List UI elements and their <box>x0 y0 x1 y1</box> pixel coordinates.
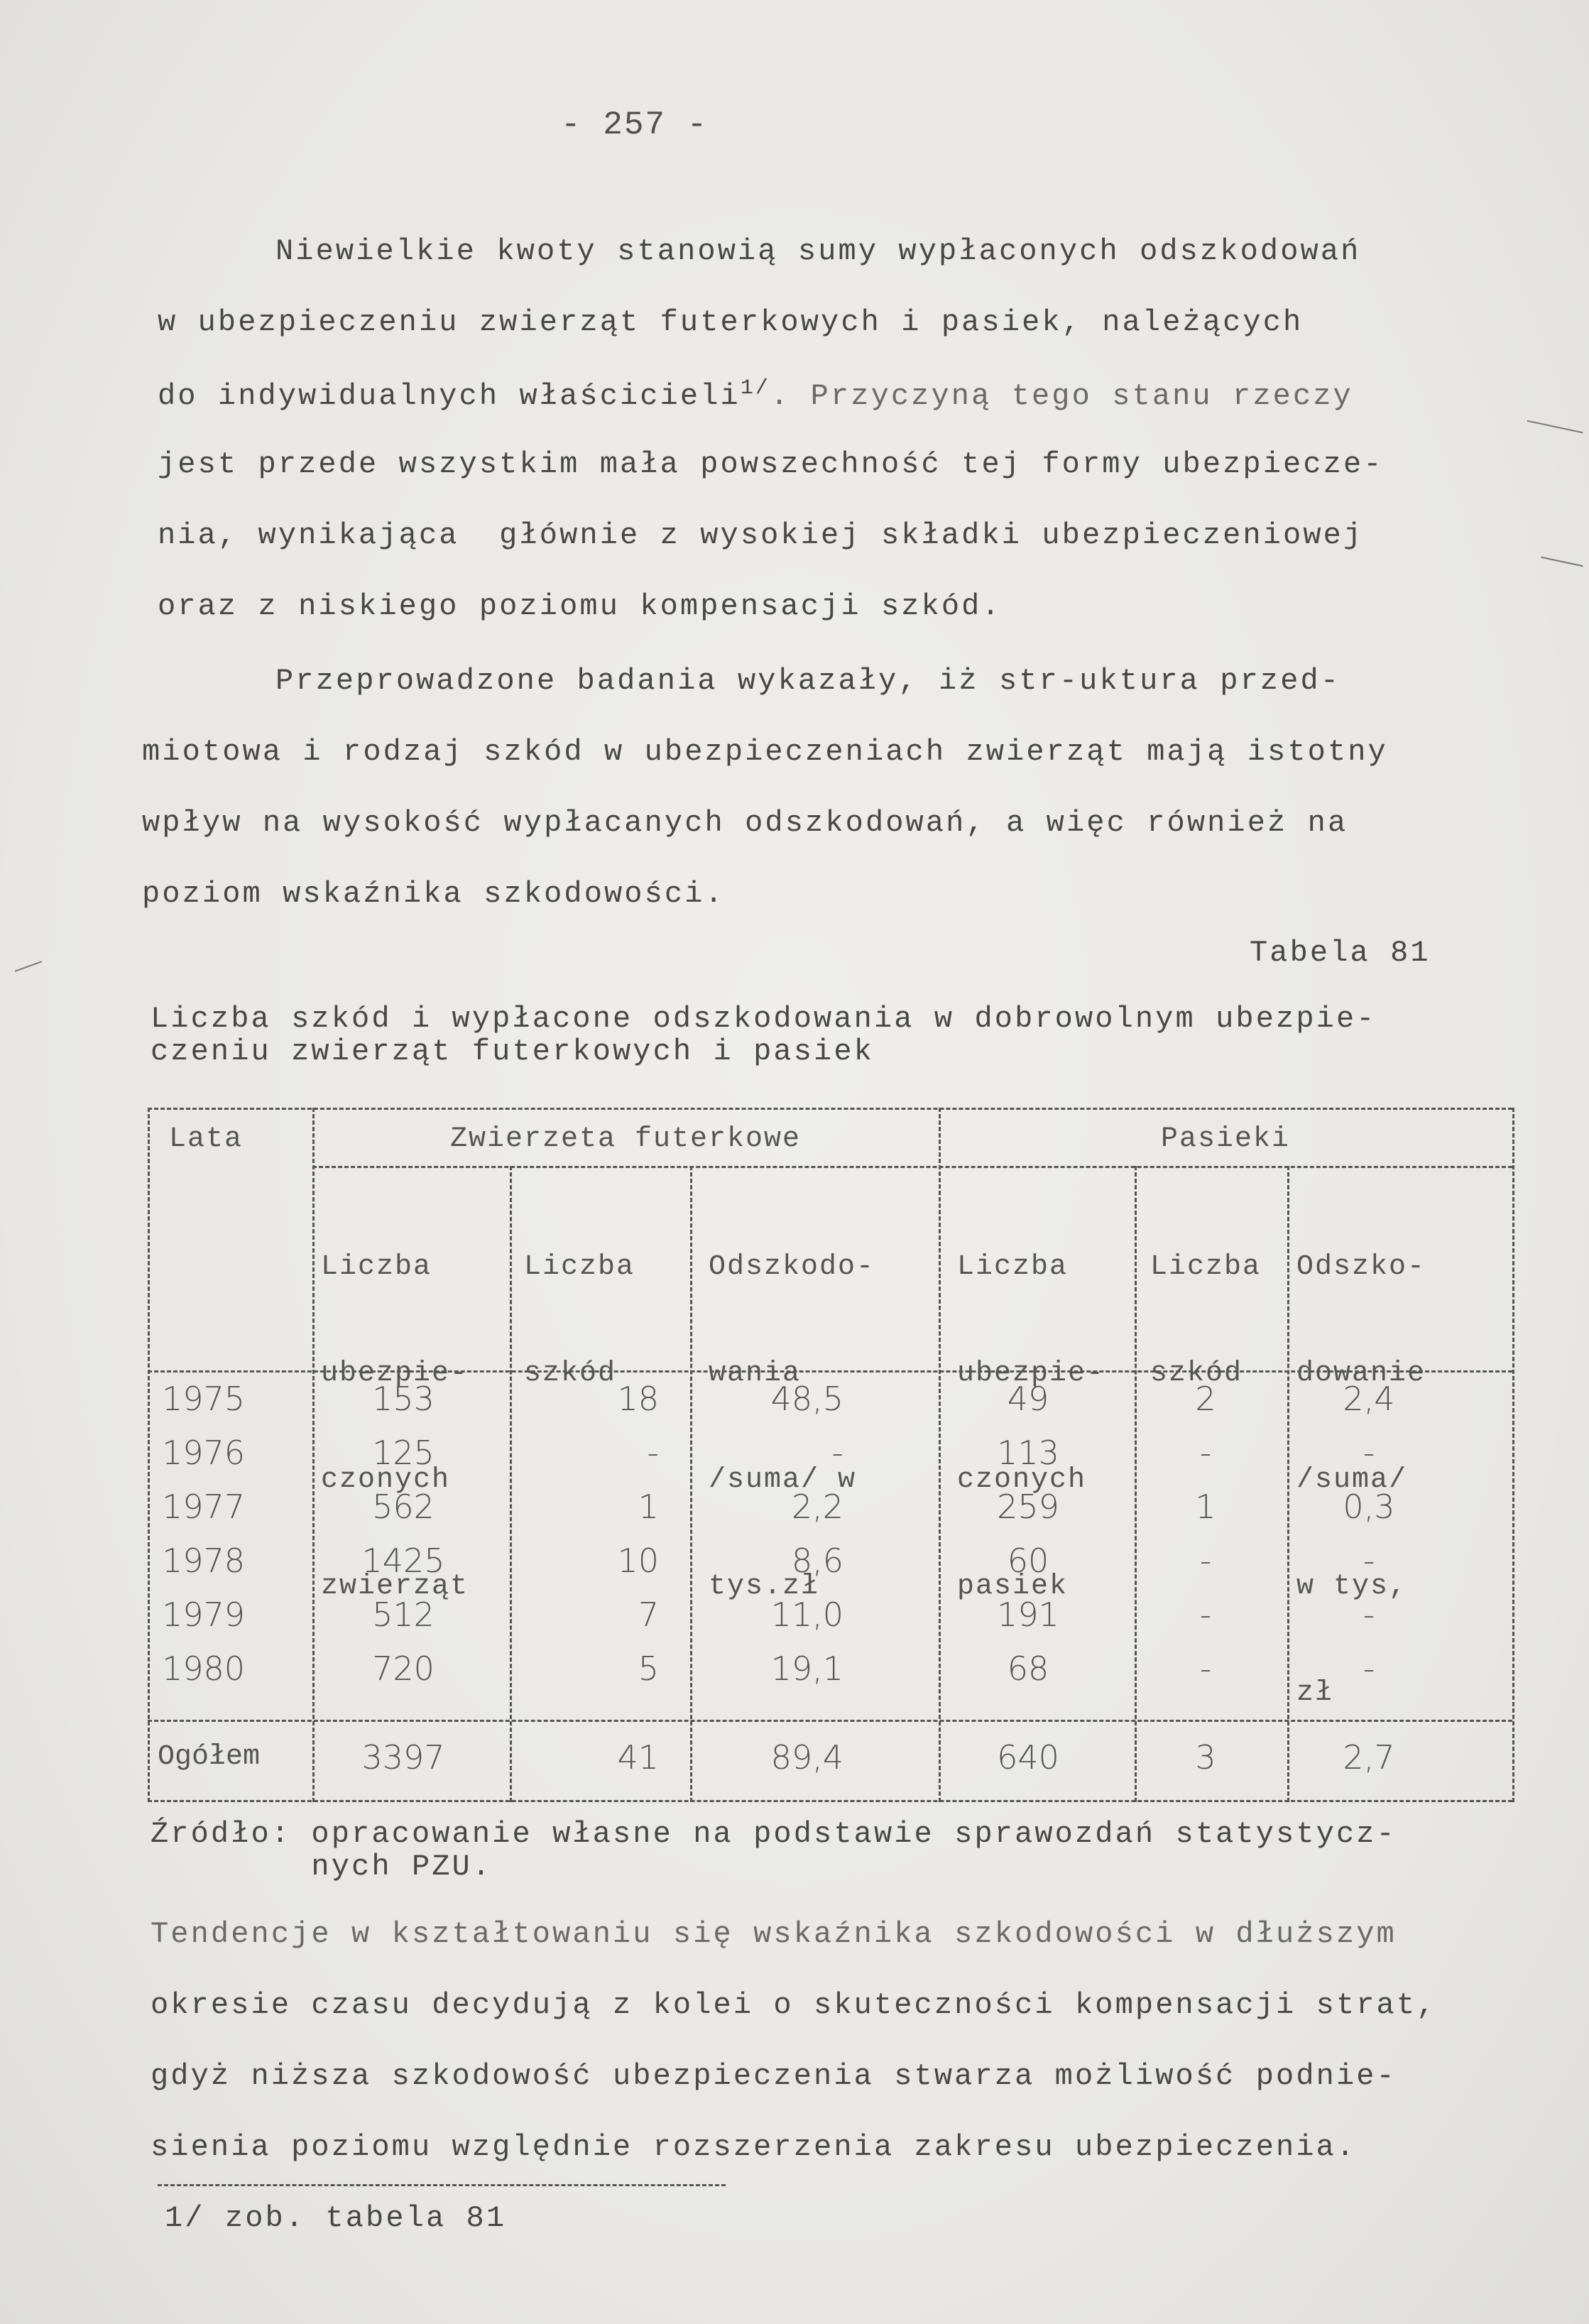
cell-year: 1975 <box>162 1380 246 1418</box>
header-text: wania <box>709 1358 802 1390</box>
paragraph-3-line-4: sienia poziomu względnie rozszerzenia zakresu ubezpieczenia. <box>151 2130 1357 2164</box>
paragraph-1-line-3-tail: . Przyczyną tego stanu rzeczy <box>770 379 1353 413</box>
cell-apiary-claims: - <box>1199 1649 1212 1688</box>
table-source-line-2: nych PZU. <box>151 1850 493 1884</box>
col-divider-years <box>312 1108 315 1802</box>
cell-year: 1976 <box>162 1434 246 1472</box>
total-fur-insured: 3397 <box>361 1738 445 1777</box>
cell-apiary-claims: - <box>1199 1595 1212 1634</box>
page-number: - 257 - <box>561 107 709 143</box>
cell-year: 1977 <box>162 1488 246 1526</box>
cell-fur-claims: - <box>647 1434 659 1472</box>
cell-fur-insured: 125 <box>372 1434 435 1472</box>
header-group-divider <box>312 1166 1512 1168</box>
cell-fur-claims: 5 <box>638 1649 659 1688</box>
paragraph-3-line-1: Tendencje w kształtowaniu się wskaźnika szkodowości w dłuższym <box>151 1917 1397 1951</box>
cell-fur-insured: 1425 <box>361 1542 445 1580</box>
paragraph-3-line-2: okresie czasu decydują z kolei o skuteczności kompensacji strat, <box>151 1988 1437 2022</box>
cell-apiary-compensation: 2,4 <box>1343 1380 1395 1418</box>
paragraph-2-line-4: poziom wskaźnika szkodowości. <box>142 877 725 911</box>
col-divider-2 <box>510 1166 512 1802</box>
cell-fur-compensation: - <box>831 1434 843 1472</box>
cell-apiary-claims: 1 <box>1195 1488 1216 1526</box>
header-text: w tys, <box>1296 1571 1408 1603</box>
paragraph-1-line-1: Niewielkie kwoty stanowią sumy wypłaconych odszkodowań <box>275 234 1361 268</box>
header-text: szkód <box>524 1358 617 1390</box>
header-text: dowanie <box>1296 1358 1426 1390</box>
cell-apiary-insured: 68 <box>1007 1649 1049 1688</box>
footnote-separator <box>158 2184 726 2186</box>
cell-fur-compensation: 8,6 <box>791 1542 843 1580</box>
header-text: ubezpie- <box>957 1358 1105 1390</box>
paragraph-2-line-2: miotowa i rodzaj szkód w ubezpieczeniach zwierząt mają istotny <box>142 735 1388 769</box>
header-text: tys.zł <box>709 1571 820 1603</box>
header-text: Liczba <box>957 1251 1069 1283</box>
header-col-fur-claims <box>524 1179 635 1463</box>
header-text: /suma/ w <box>709 1464 857 1496</box>
cell-year: 1978 <box>162 1542 246 1580</box>
cell-apiary-compensation: - <box>1363 1434 1375 1472</box>
cell-fur-claims: 1 <box>638 1488 659 1526</box>
margin-mark <box>15 961 42 972</box>
paragraph-1-line-3-text: do indywidualnych właścicieli <box>158 379 741 413</box>
header-text: Liczba <box>524 1251 635 1283</box>
cell-apiary-compensation: - <box>1363 1542 1375 1580</box>
paragraph-2-line-1: Przeprowadzone badania wykazały, iż str-uktura przed- <box>275 664 1341 698</box>
total-apiary-compensation: 2,7 <box>1343 1738 1395 1777</box>
cell-fur-insured: 720 <box>372 1649 435 1688</box>
cell-apiary-insured: 259 <box>997 1488 1059 1526</box>
paragraph-1-line-5: nia, wynikająca głównie z wysokiej składki ubezpieczeniowej <box>158 518 1364 552</box>
header-text: zwierząt <box>321 1571 469 1603</box>
col-divider-groups <box>939 1108 941 1802</box>
header-text: Liczba <box>321 1251 432 1283</box>
cell-fur-compensation: 2,2 <box>791 1488 843 1526</box>
cell-fur-claims: 10 <box>617 1542 659 1580</box>
margin-mark <box>1541 557 1583 567</box>
header-years: Lata <box>169 1123 244 1155</box>
header-text: Odszko- <box>1296 1251 1426 1283</box>
footnote: 1/ zob. tabela 81 <box>165 2201 507 2235</box>
cell-apiary-insured: 49 <box>1007 1380 1049 1418</box>
header-text: /suma/ <box>1296 1464 1408 1496</box>
cell-fur-claims: 18 <box>617 1380 659 1418</box>
header-text: czonych <box>957 1464 1087 1496</box>
table-right-border <box>1512 1108 1514 1802</box>
cell-fur-claims: 7 <box>638 1595 659 1634</box>
total-apiary-claims: 3 <box>1195 1738 1216 1777</box>
header-group-fur-animals: Zwierzeta futerkowe <box>449 1123 802 1155</box>
margin-mark <box>1527 420 1583 434</box>
col-divider-6 <box>1287 1166 1289 1802</box>
cell-apiary-compensation: - <box>1363 1649 1375 1688</box>
cell-fur-compensation: 11,0 <box>770 1595 843 1634</box>
cell-apiary-claims: 2 <box>1195 1380 1216 1418</box>
table-label: Tabela 81 <box>1250 936 1431 970</box>
cell-fur-compensation: 48,5 <box>770 1380 843 1418</box>
table-top-border <box>148 1108 1512 1110</box>
table-left-border <box>148 1108 150 1802</box>
cell-fur-insured: 512 <box>372 1595 435 1634</box>
cell-apiary-insured: 113 <box>997 1434 1059 1472</box>
cell-year: 1980 <box>162 1649 246 1688</box>
header-text: szkód <box>1150 1358 1243 1390</box>
data-table <box>148 1108 1512 1804</box>
total-fur-compensation: 89,4 <box>770 1738 843 1777</box>
col-divider-3 <box>690 1166 692 1802</box>
paragraph-2-line-3: wpływ na wysokość wypłacanych odszkodowań, a więc również na <box>142 806 1348 840</box>
cell-fur-insured: 153 <box>372 1380 435 1418</box>
cell-year: 1979 <box>162 1595 246 1634</box>
cell-fur-compensation: 19,1 <box>770 1649 843 1688</box>
paragraph-3-line-3: gdyż niższa szkodowość ubezpieczenia stwarza możliwość podnie- <box>151 2059 1397 2093</box>
header-col-apiary-claims <box>1150 1179 1261 1463</box>
cell-apiary-compensation: - <box>1363 1595 1375 1634</box>
table-title-line-2: czeniu zwierząt futerkowych i pasiek <box>151 1035 874 1069</box>
total-apiary-insured: 640 <box>997 1738 1059 1777</box>
header-text: Odszkodo- <box>709 1251 875 1283</box>
header-text: zł <box>1296 1677 1334 1709</box>
paragraph-1-line-6: oraz z niskiego poziomu kompensacji szkód. <box>158 589 1002 623</box>
paragraph-1-line-4: jest przede wszystkim mała powszechność tej formy ubezpiecze- <box>158 447 1384 481</box>
table-bottom-border <box>148 1800 1512 1802</box>
total-year: Ogółem <box>158 1741 261 1773</box>
cell-apiary-insured: 60 <box>1007 1542 1049 1580</box>
cell-apiary-claims: - <box>1199 1434 1212 1472</box>
paragraph-1-line-3 <box>158 376 1353 413</box>
col-divider-5 <box>1135 1166 1137 1802</box>
header-text: pasiek <box>957 1571 1069 1603</box>
paragraph-1-line-2: w ubezpieczeniu zwierząt futerkowych i pasiek, należących <box>158 305 1304 339</box>
header-text: Liczba <box>1150 1251 1262 1283</box>
cell-apiary-compensation: 0,3 <box>1343 1488 1395 1526</box>
cell-fur-insured: 562 <box>372 1488 435 1526</box>
header-text: czonych <box>321 1464 451 1496</box>
header-col-apiary-compensation <box>1296 1179 1426 1782</box>
table-title-line-1: Liczba szkód i wypłacone odszkodowania w dobrowolnym ubezpie- <box>151 1002 1377 1036</box>
cell-apiary-claims: - <box>1199 1542 1212 1580</box>
header-group-apiaries: Pasieki <box>1160 1123 1291 1155</box>
table-source-line-1: Źródło: opracowanie własne na podstawie sprawozdań statystycz- <box>151 1817 1397 1851</box>
cell-apiary-insured: 191 <box>997 1595 1059 1634</box>
header-text: ubezpie- <box>321 1358 469 1390</box>
total-fur-claims: 41 <box>617 1738 659 1777</box>
footnote-ref: 1/ <box>740 376 771 400</box>
